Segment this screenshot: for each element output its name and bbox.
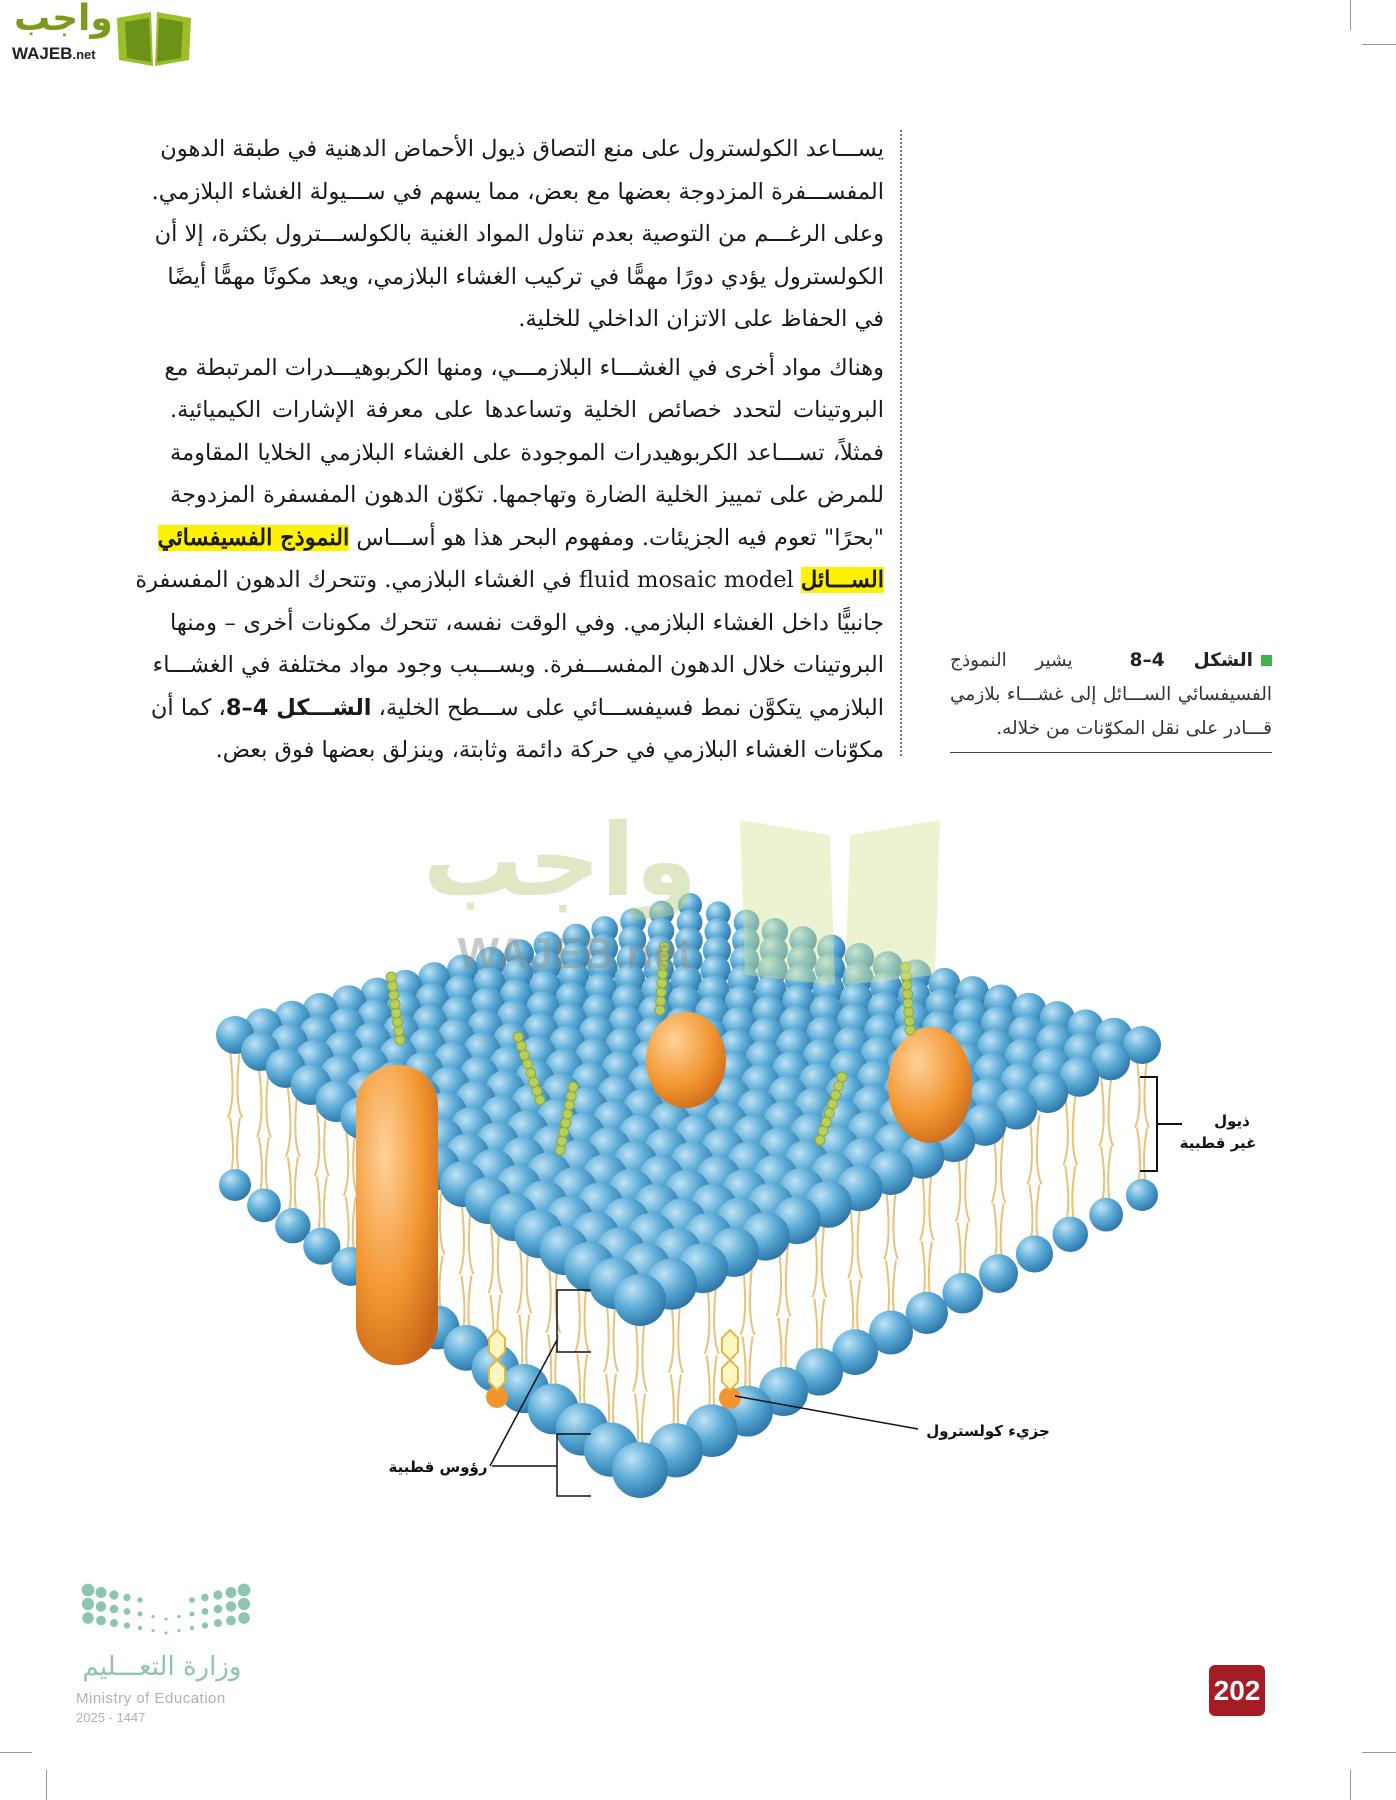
emblem-dot xyxy=(138,1626,142,1630)
emblem-dot xyxy=(226,1601,236,1611)
emblem-dot xyxy=(177,1615,180,1618)
watermark-arabic: واجب xyxy=(422,802,698,919)
watermark-latin: WAJEB.net xyxy=(457,929,693,978)
emblem-dot xyxy=(226,1616,236,1626)
emblem-dot xyxy=(202,1622,208,1628)
emblem-dot xyxy=(165,1618,168,1621)
sugar-unit xyxy=(655,1005,665,1015)
ministry-of-education-logo xyxy=(72,1578,262,1738)
sugar-unit xyxy=(831,1090,841,1100)
text-line: يســـاعد الكولسترول على منع التصاق ذيول الأحماض الدهنية في طبقة الدهون xyxy=(160,136,884,162)
lipid-tail xyxy=(1027,1115,1041,1247)
emblem-dot xyxy=(238,1612,250,1624)
text-segment: "بحرًا" تعوم فيه الجزيئات. ومفهوم البحر هذا هو أســـاس xyxy=(349,524,884,551)
emblem-dot xyxy=(190,1626,194,1630)
lipid-tail xyxy=(228,1050,242,1178)
sugar-unit xyxy=(529,1077,539,1087)
lipid-tail xyxy=(315,1107,329,1239)
sugar-unit xyxy=(566,1091,576,1101)
emblem-dot xyxy=(201,1594,208,1601)
sugar-unit xyxy=(391,1008,401,1018)
emblem-dot xyxy=(190,1612,195,1617)
emblem-dot xyxy=(214,1605,223,1614)
sugar-unit xyxy=(824,1108,834,1118)
logo-latin xyxy=(12,44,96,64)
sugar-unit xyxy=(516,1041,526,1051)
crop-mark xyxy=(1362,1752,1396,1753)
caption-text: يشير النموذج الفسيفسائي الســـائل إلى غشـــاء بلازمي قـــادر على نقل المكوّنات من خلاله. xyxy=(950,650,1272,739)
lipid-tail xyxy=(884,1188,898,1325)
lipid-tail xyxy=(920,1169,934,1305)
text-line: البروتينات لتحدد خصائص الخلية وتساعدها على معرفة الإشارات الكيميائية. xyxy=(170,397,884,423)
emblem-dot xyxy=(214,1619,222,1627)
emblem-dot xyxy=(165,1632,168,1635)
emblem-dot xyxy=(109,1590,118,1599)
sugar-unit xyxy=(568,1082,578,1092)
ministry-english: Ministry of Education xyxy=(76,1690,226,1707)
sugar-unit xyxy=(519,1050,529,1060)
emblem-dot xyxy=(96,1601,106,1611)
phospholipid-head xyxy=(942,1273,983,1314)
text-line: الكولسترول يؤدي دورًا مهمًّا في تركيب الغشاء البلازمي، ويعد مكونًا مهمًّا أيضًا xyxy=(167,263,884,290)
crop-mark xyxy=(1362,44,1396,45)
emblem-dot xyxy=(202,1608,209,1615)
lipid-tail xyxy=(286,1088,300,1218)
emblem-dot xyxy=(110,1619,118,1627)
sugar-unit xyxy=(837,1072,847,1082)
lipid-tail xyxy=(575,1277,589,1421)
ministry-arabic: وزارة التعـــليم xyxy=(82,1652,242,1682)
label-text: رؤوس قطبية xyxy=(388,1458,488,1476)
caption-figure-ref: الشكل 4–8 xyxy=(1129,650,1253,671)
emblem-dot xyxy=(152,1629,155,1632)
sugar-unit xyxy=(904,1016,914,1026)
crop-mark xyxy=(46,1770,47,1800)
sugar-unit xyxy=(818,1126,828,1136)
emblem-dot xyxy=(189,1597,195,1603)
lipid-tail xyxy=(992,1133,1006,1266)
emblem-dot xyxy=(82,1598,94,1610)
sugar-unit xyxy=(393,1017,403,1027)
lipid-tail xyxy=(344,1126,358,1259)
text-segment: ، كما أن xyxy=(150,694,226,721)
sugar-unit xyxy=(564,1100,574,1110)
sugar-unit xyxy=(902,980,912,990)
sugar-unit xyxy=(905,1025,915,1035)
label-text: غير قطبية xyxy=(1179,1134,1257,1152)
emblem-dot xyxy=(137,1597,143,1603)
emblem-dot xyxy=(238,1598,250,1610)
sugar-unit xyxy=(903,989,913,999)
highlighted-term: الســـائل xyxy=(800,567,884,593)
logo-arabic: واجب xyxy=(14,0,113,39)
sugar-unit xyxy=(395,1035,405,1045)
phospholipid-head xyxy=(612,1442,668,1498)
sugar-unit xyxy=(561,1118,571,1128)
text-line xyxy=(135,559,884,602)
surface-protein xyxy=(888,1027,972,1143)
surface-protein xyxy=(646,1012,726,1108)
lipid-tail xyxy=(705,1279,719,1423)
text-line: فمثلاً، تســـاعد الكربوهيدرات الموجودة على الغشاء البلازمي الخلايا المقاومة xyxy=(170,439,884,466)
fluid-mosaic-membrane-illustration xyxy=(0,800,1396,1520)
sugar-unit xyxy=(821,1117,831,1127)
sugar-unit xyxy=(904,1007,914,1017)
text-segment: في الغشاء البلازمي. وتتحرك الدهون المفسفرة xyxy=(135,567,572,593)
text-line: جانبيًّا داخل الغشاء البلازمي. وفي الوقت نفسه، تتحرك مكونات أخرى – ومنها xyxy=(170,609,884,636)
sugar-unit xyxy=(656,996,666,1006)
label-text: جزيء كولسترول xyxy=(926,1422,1050,1440)
emblem-dot xyxy=(82,1612,94,1624)
text-line: وهناك مواد أخرى في الغشـــاء البلازمـــي، ومنها الكربوهيـــدرات المرتبطة مع xyxy=(164,354,884,381)
sugar-unit xyxy=(394,1026,404,1036)
sugar-unit xyxy=(523,1059,533,1069)
text-line xyxy=(157,517,884,560)
english-term: fluid mosaic model xyxy=(571,567,801,593)
lipid-tail xyxy=(1063,1096,1077,1226)
text-line xyxy=(150,687,884,730)
emblem-dot xyxy=(178,1629,181,1632)
caption-rule xyxy=(950,752,1272,753)
paragraph-cholesterol xyxy=(151,128,884,341)
sugar-unit xyxy=(526,1068,536,1078)
column-divider xyxy=(900,130,902,756)
sugar-unit xyxy=(388,981,398,991)
sugar-unit xyxy=(834,1081,844,1091)
emblem-dot xyxy=(238,1584,251,1597)
sugar-unit xyxy=(557,1136,567,1146)
lipid-tail xyxy=(956,1151,970,1285)
text-line: في الحفاظ على الاتزان الداخلي للخلية. xyxy=(518,306,884,332)
wajeb-logo[interactable] xyxy=(8,0,193,68)
text-line: البروتينات خلال الدهون المفســـفرة. وبســـبب وجود مواد مختلفة في الغشـــاء xyxy=(152,652,884,678)
text-line: للمرض على تمييز الخلية الضارة وتهاجمها. تكوّن الدهون المفسفرة المزدوجة xyxy=(170,482,884,508)
lipid-tail xyxy=(812,1224,826,1364)
open-book-icon xyxy=(113,8,195,68)
text-line: مكوّنات الغشاء البلازمي في حركة دائمة وثابتة، وينزلق بعضها فوق بعض. xyxy=(215,737,884,763)
phospholipid-head xyxy=(614,1274,666,1326)
emblem-dot xyxy=(96,1587,107,1598)
phospholipid-head xyxy=(1016,1235,1053,1272)
text-segment: البلازمي يتكوَّن نمط فسيفســـائي على ســـطح الخلية، xyxy=(371,694,884,721)
crop-mark xyxy=(1350,1770,1351,1800)
phospholipid-head xyxy=(219,1169,251,1201)
phospholipid-head xyxy=(1126,1179,1158,1211)
watermark xyxy=(423,802,940,985)
lipid-tail xyxy=(1099,1078,1113,1207)
phospholipid-head xyxy=(1053,1217,1088,1252)
page-number: 202 xyxy=(1209,1665,1265,1716)
sugar-unit xyxy=(535,1095,545,1105)
sugar-unit xyxy=(555,1145,565,1155)
sugar-unit xyxy=(903,998,913,1008)
logo-latin-main: WAJEB xyxy=(12,44,73,63)
emblem-dot xyxy=(213,1590,222,1599)
sugar-unit xyxy=(386,972,396,982)
lipid-tail xyxy=(741,1260,755,1402)
channel-protein xyxy=(356,1065,438,1365)
sugar-unit xyxy=(559,1127,569,1137)
sugar-unit xyxy=(532,1086,542,1096)
lipid-tail xyxy=(1135,1060,1149,1188)
sugar-unit xyxy=(390,999,400,1009)
cholesterol-ring xyxy=(722,1330,738,1390)
sugar-unit xyxy=(828,1099,838,1109)
lipid-tail xyxy=(257,1069,271,1198)
emblem-dot xyxy=(123,1594,130,1601)
highlighted-term: النموذج الفسيفسائي xyxy=(157,524,350,551)
sugar-unit xyxy=(656,987,666,997)
lipid-tail xyxy=(669,1297,683,1442)
emblem-dot xyxy=(110,1605,119,1614)
logo-suffix: .net xyxy=(72,47,96,62)
phospholipid-head xyxy=(247,1189,281,1223)
figure-reference[interactable]: الشـــكل 4–8 xyxy=(225,694,372,721)
figure-caption xyxy=(950,644,1272,746)
label-nonpolar-tails xyxy=(1140,1077,1256,1171)
caption-bullet-icon xyxy=(1261,655,1272,666)
emblem-dot xyxy=(82,1584,95,1597)
emblem-dot xyxy=(124,1622,130,1628)
sugar-unit xyxy=(563,1109,573,1119)
sugar-unit xyxy=(815,1135,825,1145)
sugar-unit xyxy=(389,990,399,1000)
crop-mark xyxy=(1350,0,1351,30)
lipid-tail xyxy=(776,1242,790,1383)
emblem-dot xyxy=(124,1608,131,1615)
emblem-dot xyxy=(226,1587,237,1598)
emblem-dot xyxy=(96,1616,106,1626)
phospholipid-head xyxy=(979,1254,1018,1293)
text-line: وعلى الرغـــم من التوصية بعدم تناول المواد الغنية بالكولســـترول بكثرة، إلا أن xyxy=(154,221,884,247)
lipid-tail xyxy=(517,1239,531,1380)
paragraph-fluid-mosaic xyxy=(135,347,884,772)
lipid-tail xyxy=(459,1201,473,1339)
emblem-dot xyxy=(151,1615,154,1618)
lipid-tail xyxy=(546,1258,560,1400)
crop-mark xyxy=(0,1752,32,1753)
sugar-unit xyxy=(657,978,667,988)
body-text xyxy=(135,128,884,772)
sugar-unit xyxy=(513,1032,523,1042)
text-line: المفســـفرة المزدوجة بعضها مع بعض، مما يسهم في ســـيولة الغشاء البلازمي. xyxy=(151,178,884,205)
label-text: ذيول xyxy=(1214,1112,1250,1130)
lipid-tail xyxy=(848,1206,862,1344)
ministry-dots-emblem xyxy=(76,1578,256,1648)
phospholipid-head xyxy=(1089,1198,1123,1232)
edition-year: 2025 - 1447 xyxy=(76,1710,146,1725)
emblem-dot xyxy=(138,1612,143,1617)
